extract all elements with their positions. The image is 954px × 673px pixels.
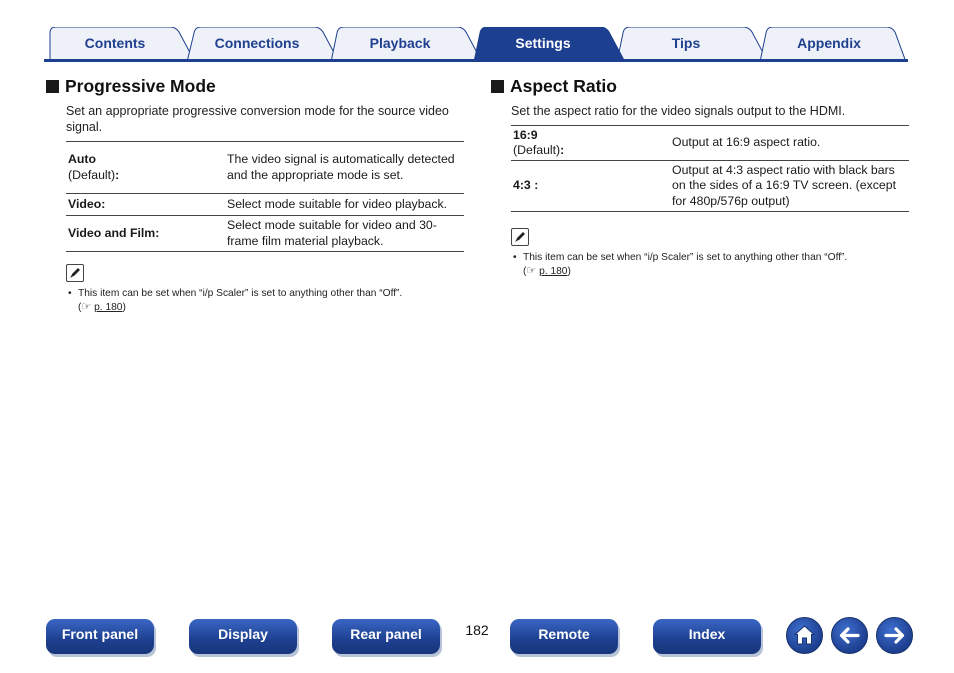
section-title: Progressive Mode: [65, 75, 216, 96]
option-value: The video signal is automatically detected and the appropriate mode is set.: [225, 142, 464, 194]
rear-panel-button[interactable]: Rear panel: [332, 619, 440, 654]
option-name: 16:9: [513, 127, 538, 142]
section-description: Set the aspect ratio for the video signals output to the HDMI.: [511, 104, 846, 118]
home-icon: [792, 623, 817, 648]
tab-bar-underline: [44, 59, 908, 62]
front-panel-button[interactable]: Front panel: [46, 619, 154, 654]
remote-button[interactable]: Remote: [510, 619, 618, 654]
option-key: [66, 194, 225, 216]
section-heading: [46, 74, 464, 98]
arrow-left-icon: [837, 623, 862, 648]
option-value: Output at 16:9 aspect ratio.: [670, 126, 909, 161]
index-button[interactable]: Index: [653, 619, 761, 654]
pencil-icon: [66, 264, 84, 282]
top-tab-bar: [44, 27, 908, 62]
page-reference-link[interactable]: p. 180: [539, 265, 568, 277]
tab-connections[interactable]: Connections: [214, 35, 300, 51]
options-table: [511, 125, 909, 212]
arrow-right-icon: [882, 623, 907, 648]
progressive-mode-section: [46, 74, 464, 252]
pencil-icon: [511, 228, 529, 246]
home-button[interactable]: [786, 617, 823, 654]
section-description: Set an appropriate progressive conversion mode for the source video signal.: [66, 104, 449, 134]
back-button[interactable]: [831, 617, 868, 654]
heading-square-icon: [491, 80, 504, 93]
option-default: (Default): [513, 143, 561, 157]
option-colon: :: [560, 143, 565, 157]
section-heading: [491, 74, 909, 98]
page-reference-link[interactable]: p. 180: [94, 301, 123, 313]
option-name: Video and Film: [68, 225, 156, 240]
pointing-hand-icon: ☞: [81, 300, 92, 313]
option-value: Output at 4:3 aspect ratio with black bars on the sides of a 16:9 TV screen. (except for 480p/576p output): [670, 161, 909, 212]
tab-playback[interactable]: Playback: [369, 35, 431, 51]
table-row: [66, 142, 464, 194]
note-bullet: •: [513, 252, 517, 263]
table-row: [66, 216, 464, 252]
tab-settings[interactable]: Settings: [515, 35, 571, 51]
tab-contents[interactable]: Contents: [84, 35, 146, 51]
ref-open: (: [78, 301, 82, 313]
option-name: Video: [68, 196, 102, 211]
table-row: [511, 161, 909, 212]
forward-button[interactable]: [876, 617, 913, 654]
aspect-ratio-section: [491, 74, 909, 212]
display-button[interactable]: Display: [189, 619, 297, 654]
option-colon: :: [155, 225, 160, 240]
note-text: [68, 287, 448, 314]
option-colon: :: [115, 167, 120, 182]
table-row: [511, 126, 909, 161]
note-reference: [78, 301, 448, 315]
option-key: [511, 126, 670, 161]
option-name: Auto: [68, 152, 96, 166]
pointing-hand-icon: ☞: [526, 264, 537, 277]
note-body: This item can be set when “i/p Scaler” is set to anything other than “Off”.: [78, 288, 403, 299]
note-bullet: •: [68, 288, 72, 299]
option-key: [511, 161, 670, 212]
options-table: [66, 141, 464, 252]
section-title: Aspect Ratio: [510, 75, 617, 96]
option-colon: :: [101, 196, 106, 211]
option-value: Select mode suitable for video playback.: [225, 194, 464, 216]
note-reference: [523, 265, 903, 279]
note-text: [513, 251, 903, 278]
page-number: 182: [465, 622, 489, 638]
note-body: This item can be set when “i/p Scaler” is set to anything other than “Off”.: [523, 252, 848, 263]
ref-close: ): [122, 301, 126, 313]
option-default: (Default): [68, 167, 116, 182]
tab-appendix[interactable]: Appendix: [797, 35, 861, 51]
heading-square-icon: [46, 80, 59, 93]
option-key: [66, 216, 225, 252]
option-key: [66, 142, 225, 194]
option-value: Select mode suitable for video and 30-frame film material playback.: [225, 216, 464, 252]
ref-open: (: [523, 265, 527, 277]
tab-tips[interactable]: Tips: [671, 35, 701, 51]
option-name: 4:3 :: [513, 178, 539, 193]
ref-close: ): [567, 265, 571, 277]
table-row: [66, 194, 464, 216]
